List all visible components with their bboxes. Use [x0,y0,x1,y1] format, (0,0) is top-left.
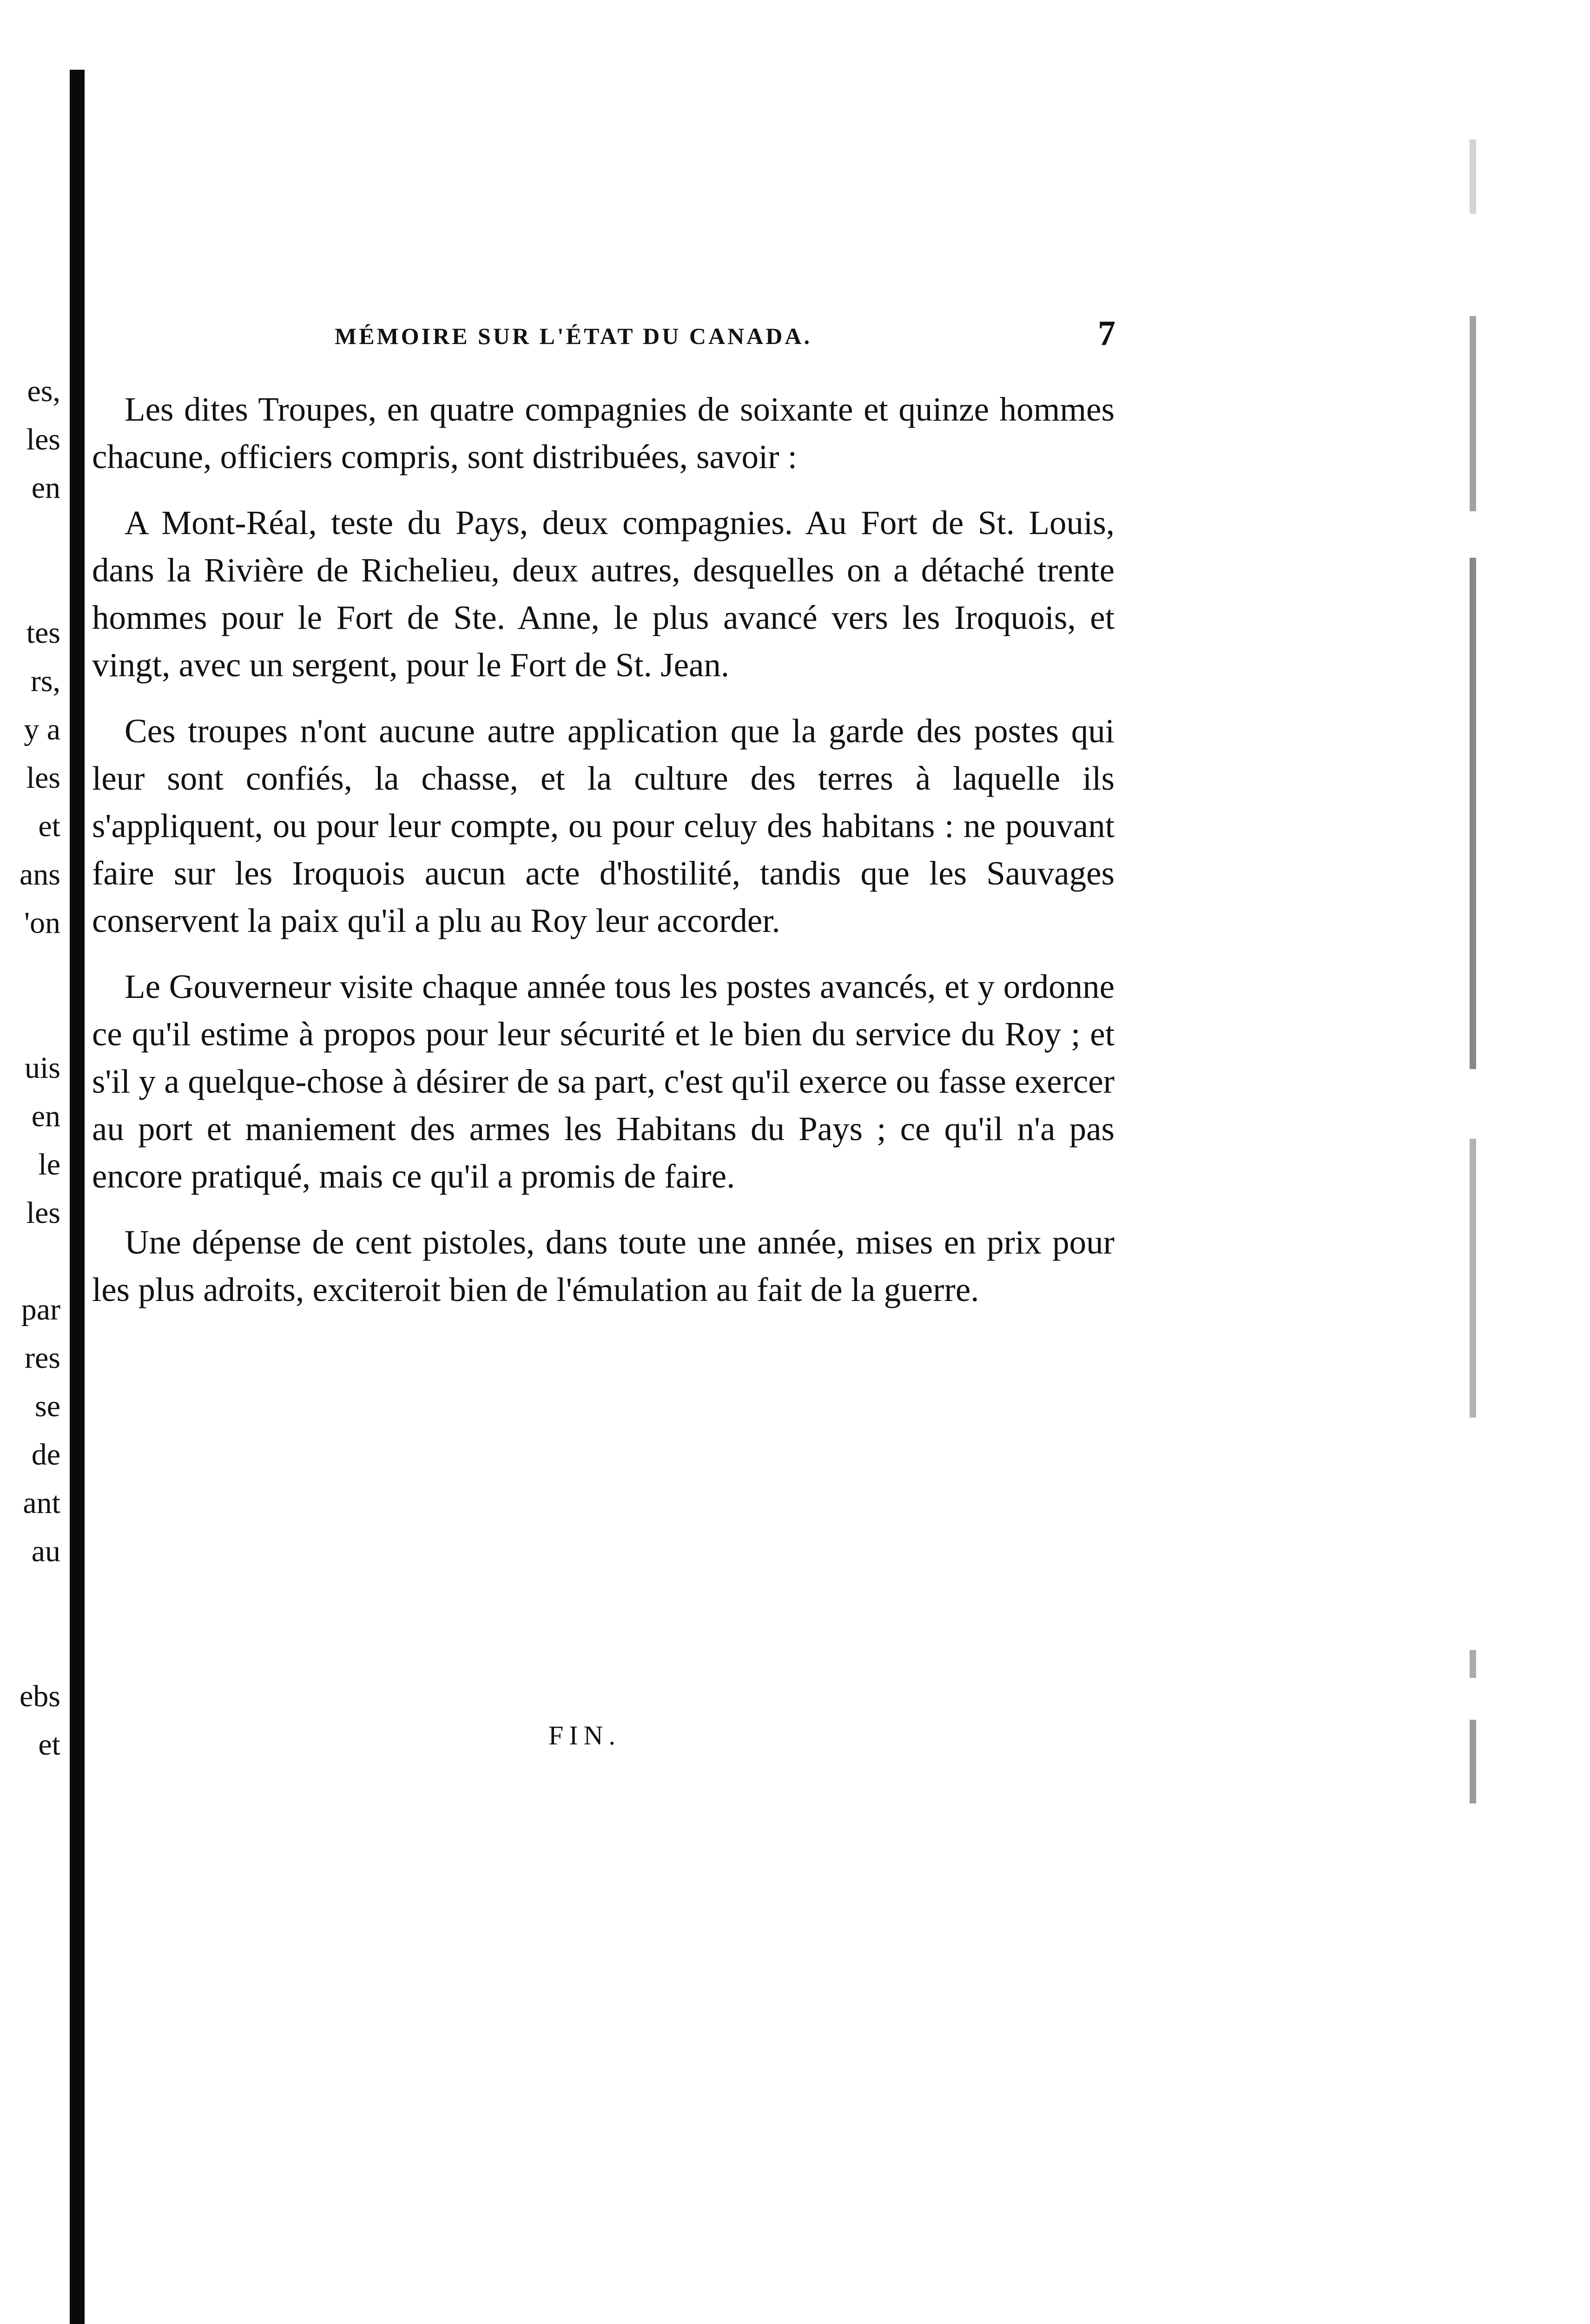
margin-fragment [0,947,60,996]
margin-fragment: ant [23,1486,60,1520]
binding-gutter [70,70,85,2324]
page-number: 7 [1098,314,1115,353]
margin-fragment [0,1237,60,1286]
margin-fragment: ans [20,858,60,891]
margin-fragment: rs, [30,664,60,698]
margin-fragment [0,1576,60,1624]
margin-fragment: se [35,1389,60,1423]
margin-fragment [0,996,60,1044]
body-text [92,386,1115,1332]
margin-fragment: par [21,1293,60,1327]
edge-mark [1470,1139,1476,1418]
running-head [93,316,1125,363]
margin-fragment: les [26,761,60,795]
margin-fragment [0,561,60,609]
paragraph: Les dites Troupes, en quatre compagnies de soixante et quinze hommes chacune, officiers compris, sont distribuées, savoir : [92,390,1115,475]
margin-fragment: es, [27,374,60,408]
margin-fragment: les [26,1196,60,1230]
paragraph: Une dépense de cent pistoles, dans toute une année, mises en prix pour les plus adroits, exciteroit bien de l'émulation au fait de la guerre. [92,1223,1115,1308]
margin-fragment [0,512,60,561]
margin-fragment: res [25,1341,60,1375]
facing-page-fragments [0,367,60,2087]
closing-fin: FIN. [548,1720,621,1750]
edge-mark [1470,1720,1476,1803]
margin-fragment [0,1624,60,1672]
margin-fragment: en [31,471,60,505]
edge-mark [1470,139,1476,214]
margin-fragment: les [26,423,60,456]
paragraph: A Mont-Réal, teste du Pays, deux compagnies. Au Fort de St. Louis, dans la Rivière de Richelieu, deux autres, desquelles on a détaché trente hommes pour le Fort de Ste. Anne, le plus avancé vers les Iroquois, et vingt, avec un sergent, pour le Fort de St. Jean. [92,504,1115,684]
margin-fragment: de [31,1438,60,1472]
margin-fragment: et [38,809,60,843]
margin-fragment: au [31,1534,60,1568]
running-title: MÉMOIRE SUR L'ÉTAT DU CANADA. [335,323,812,349]
edge-mark [1470,1650,1476,1678]
margin-fragment: le [38,1148,60,1182]
paragraph: Le Gouverneur visite chaque année tous les postes avancés, et y ordonne ce qu'il estime à propos pour leur sécurité et le bien du service du Roy ; et s'il y a quelque-chose à désirer de sa part, c'est qu'il exerce ou fasse exercer au port et maniement des armes les Habitans du Pays ; ce qu'il n'a pas encore pratiqué, mais ce qu'il a promis de faire. [92,968,1115,1195]
edge-mark [1470,316,1476,511]
margin-fragment: y a [24,713,60,746]
paragraph: Ces troupes n'ont aucune autre application que la garde des postes qui leur sont confiés, la chasse, et la culture des terres à laquelle ils s'appliquent, ou pour leur compte, ou pour celuy des habitans : ne pouvant faire sur les Iroquois aucun acte d'hostilité, tandis que les Sauvages conservent la paix qu'il a plu au Roy leur accorder. [92,712,1115,939]
margin-fragment: tes [26,616,60,650]
margin-fragment: en [31,1099,60,1133]
margin-fragment: uis [24,1051,60,1085]
margin-fragment: 'on [24,906,60,940]
margin-fragment: et [38,1728,60,1762]
edge-mark [1470,558,1476,1069]
right-edge-bleedthrough [1459,139,1487,1813]
margin-fragment: ebs [20,1679,60,1713]
